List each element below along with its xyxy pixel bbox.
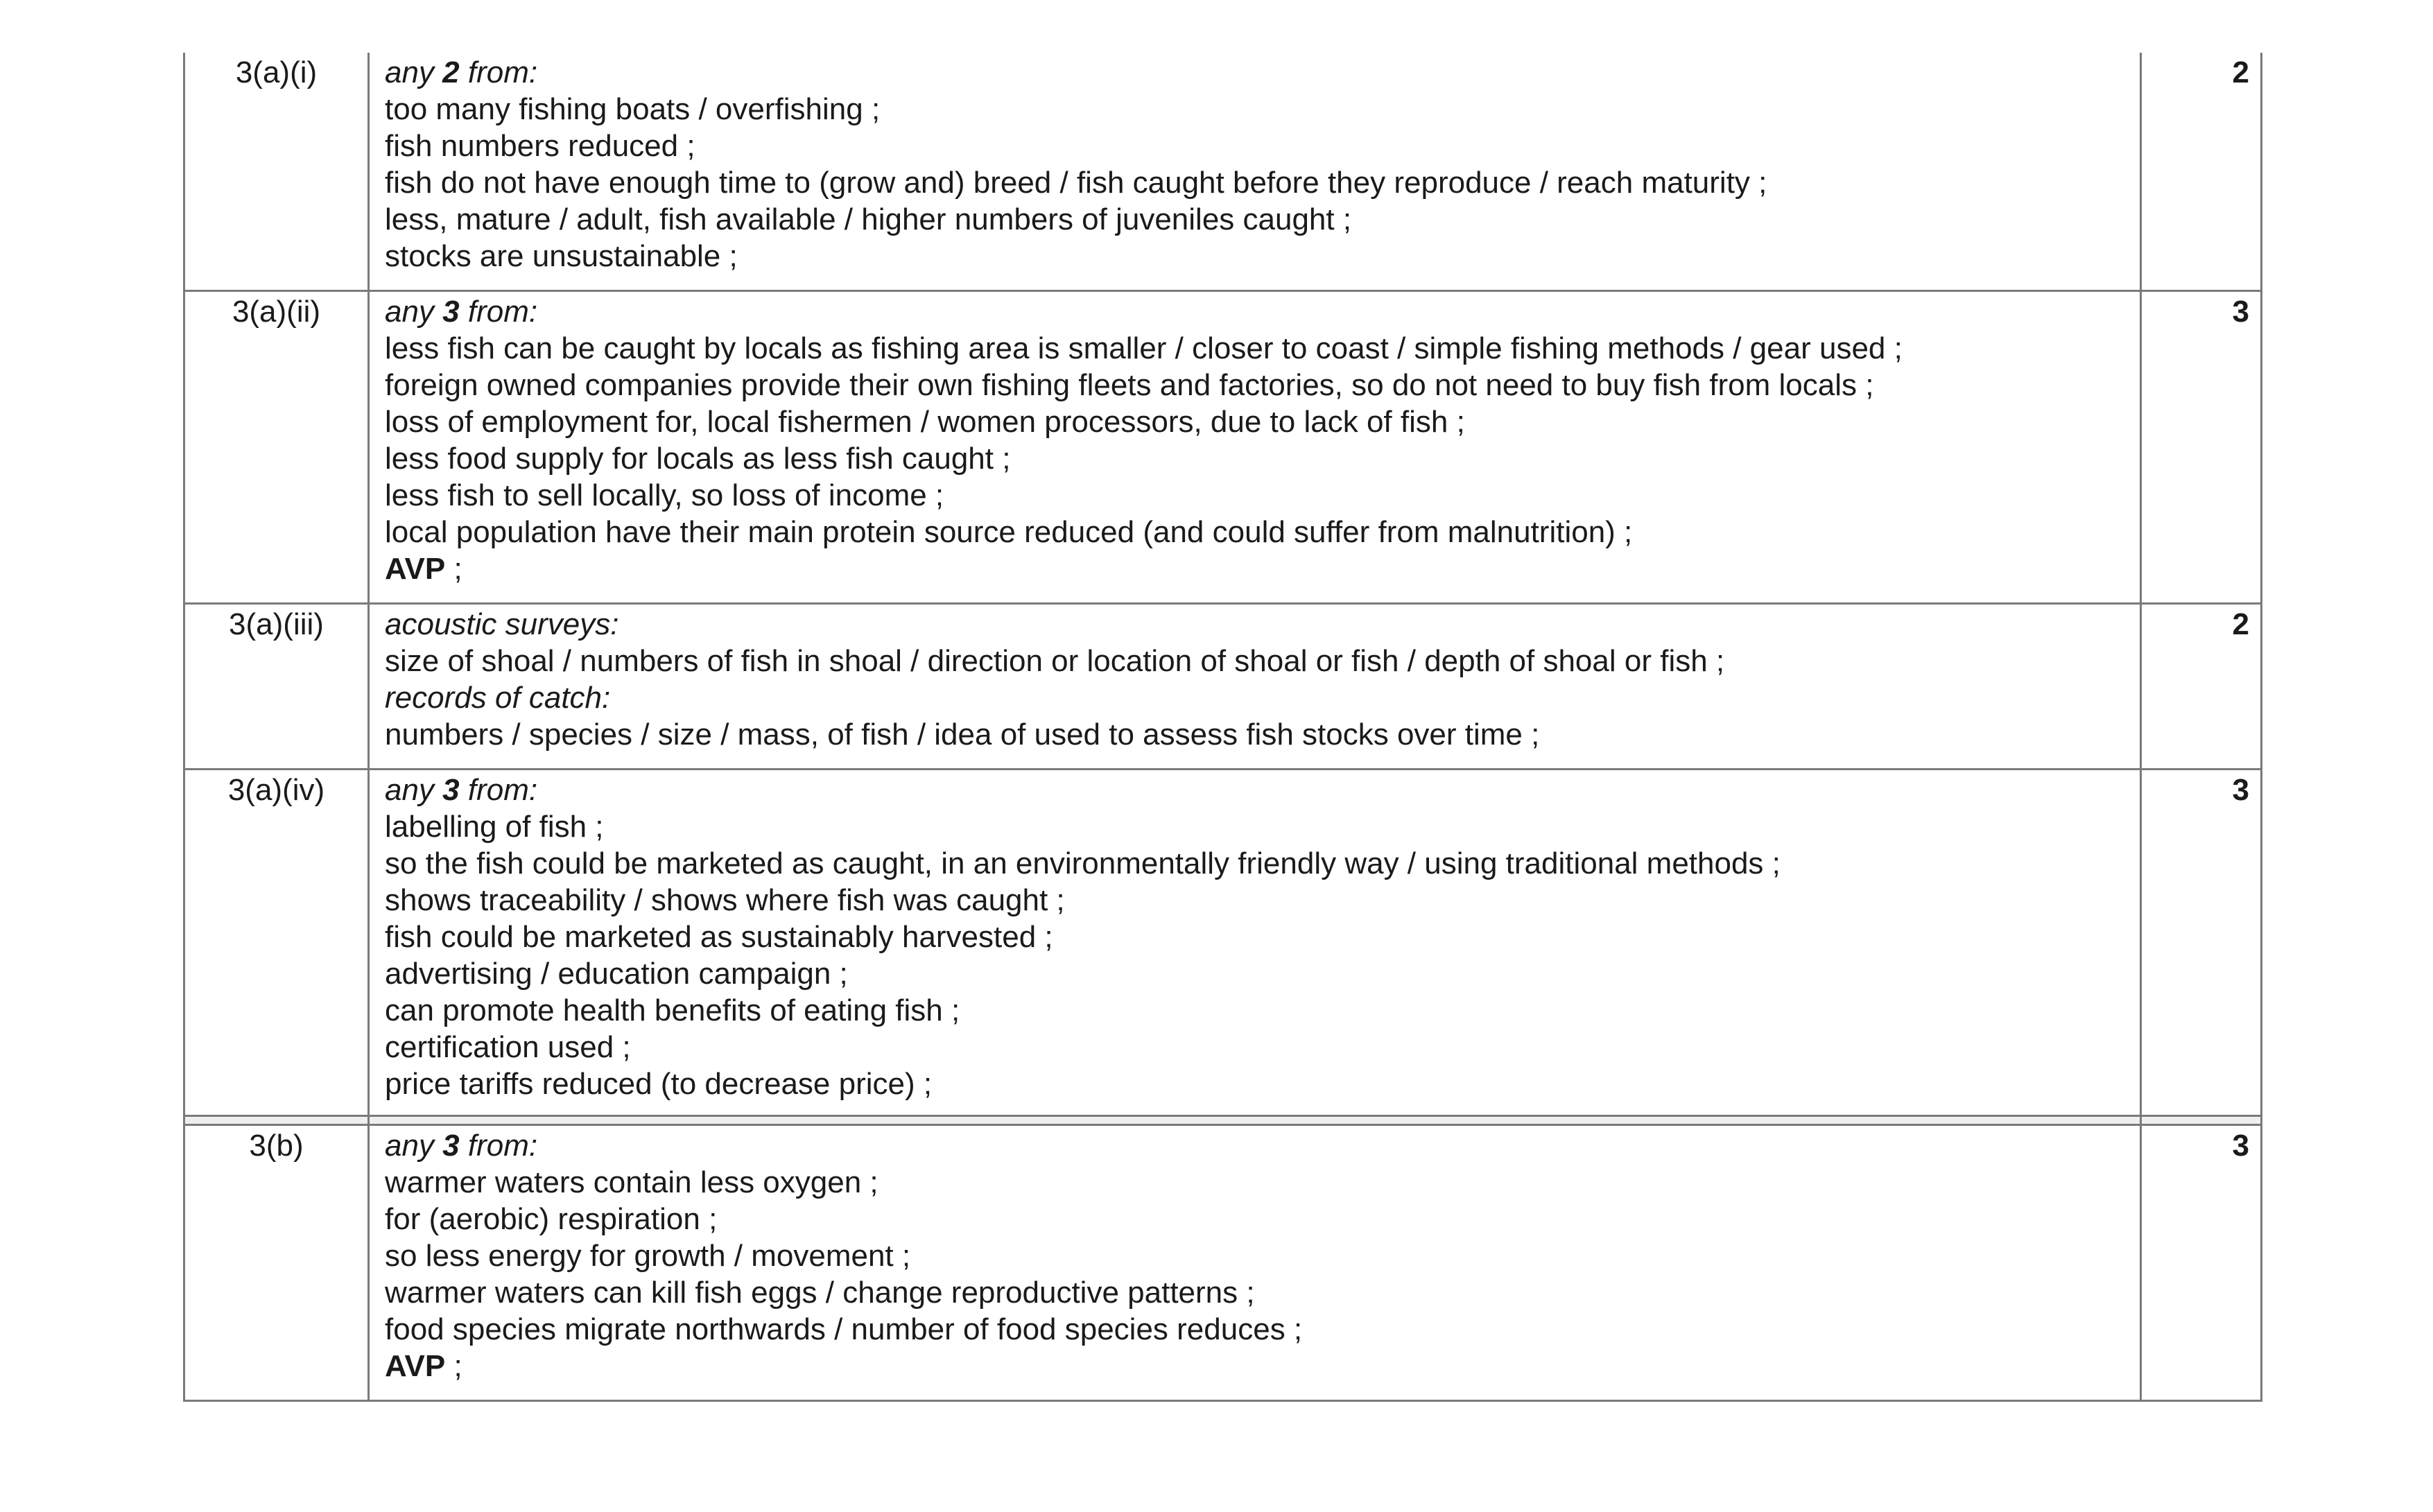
answer-line: so the fish could be marketed as caught, in an environmentally friendly way / using traditional methods ;	[385, 846, 1781, 880]
question-cell	[184, 770, 369, 1116]
question-cell	[184, 291, 369, 604]
answer-heading: any 2 from:	[385, 55, 538, 89]
answer-cell	[369, 770, 2141, 1116]
marks-value: 2	[2232, 55, 2249, 89]
answer-cell	[369, 291, 2141, 604]
question-cell	[184, 53, 369, 291]
answer-line: fish numbers reduced ;	[385, 129, 695, 163]
answer-line: for (aerobic) respiration ;	[385, 1202, 718, 1236]
marks-value: 2	[2232, 607, 2249, 641]
answer-line: fish do not have enough time to (grow and) breed / fish caught before they reproduce / reach maturity ;	[385, 166, 1767, 200]
answer-line: labelling of fish ;	[385, 810, 604, 844]
answer-line: food species migrate northwards / number of food species reduces ;	[385, 1312, 1303, 1346]
answer-line: numbers / species / size / mass, of fish / idea of used to assess fish stocks over time ;	[385, 718, 1540, 751]
answer-heading: any 3 from:	[385, 295, 538, 329]
question-number: 3(a)(iii)	[229, 607, 324, 641]
answer-cell	[369, 1125, 2141, 1401]
question-number: 3(b)	[249, 1129, 304, 1163]
marks-value: 3	[2232, 1129, 2249, 1163]
marks-cell	[2141, 291, 2262, 604]
answer-line: loss of employment for, local fishermen / women processors, due to lack of fish ;	[385, 405, 1465, 439]
answer-heading: any 3 from:	[385, 1129, 538, 1163]
page-break-divider	[184, 1116, 2262, 1125]
table-row	[184, 770, 2262, 1116]
answer-cell	[369, 604, 2141, 770]
marks-cell	[2141, 1125, 2262, 1401]
answer-line: price tariffs reduced (to decrease price) ;	[385, 1067, 933, 1101]
table-row	[184, 53, 2262, 291]
answer-line: warmer waters contain less oxygen ;	[385, 1165, 878, 1199]
answer-line: shows traceability / shows where fish was caught ;	[385, 883, 1065, 917]
answer-line: less fish can be caught by locals as fishing area is smaller / closer to coast / simple fishing methods / gear used ;	[385, 331, 1903, 365]
answer-line: too many fishing boats / overfishing ;	[385, 92, 881, 126]
avp-line: AVP ;	[385, 1349, 462, 1383]
marks-cell	[2141, 604, 2262, 770]
answer-line: less fish to sell locally, so loss of income ;	[385, 478, 944, 512]
table-row	[184, 604, 2262, 770]
question-number: 3(a)(iv)	[227, 773, 325, 807]
answer-line: so less energy for growth / movement ;	[385, 1239, 911, 1273]
answer-line: certification used ;	[385, 1030, 631, 1064]
answer-line: can promote health benefits of eating fish ;	[385, 993, 960, 1027]
marks-value: 3	[2232, 295, 2249, 329]
mark-scheme-table	[183, 53, 2262, 1402]
answer-cell	[369, 53, 2141, 291]
question-cell	[184, 1125, 369, 1401]
answer-line: warmer waters can kill fish eggs / change reproductive patterns ;	[385, 1276, 1255, 1310]
table-row	[184, 291, 2262, 604]
answer-subheading: records of catch:	[385, 681, 611, 715]
question-cell	[184, 604, 369, 770]
marks-value: 3	[2232, 773, 2249, 807]
marks-cell	[2141, 53, 2262, 291]
question-number: 3(a)(ii)	[232, 295, 321, 329]
table-row	[184, 1125, 2262, 1401]
marks-cell	[2141, 770, 2262, 1116]
answer-line: size of shoal / numbers of fish in shoal / direction or location of shoal or fish / depth of shoal or fish ;	[385, 644, 1725, 678]
answer-line: fish could be marketed as sustainably harvested ;	[385, 920, 1053, 954]
question-number: 3(a)(i)	[235, 55, 318, 89]
answer-line: less food supply for locals as less fish caught ;	[385, 442, 1011, 476]
answer-heading: any 3 from:	[385, 773, 538, 807]
answer-line: foreign owned companies provide their own fishing fleets and factories, so do not need to buy fish from locals ;	[385, 368, 1874, 402]
avp-line: AVP ;	[385, 552, 462, 586]
answer-subheading: acoustic surveys:	[385, 607, 619, 641]
answer-line: advertising / education campaign ;	[385, 957, 848, 991]
answer-line: local population have their main protein source reduced (and could suffer from malnutrition) ;	[385, 515, 1633, 549]
answer-line: stocks are unsustainable ;	[385, 239, 738, 273]
answer-line: less, mature / adult, fish available / higher numbers of juveniles caught ;	[385, 202, 1352, 236]
